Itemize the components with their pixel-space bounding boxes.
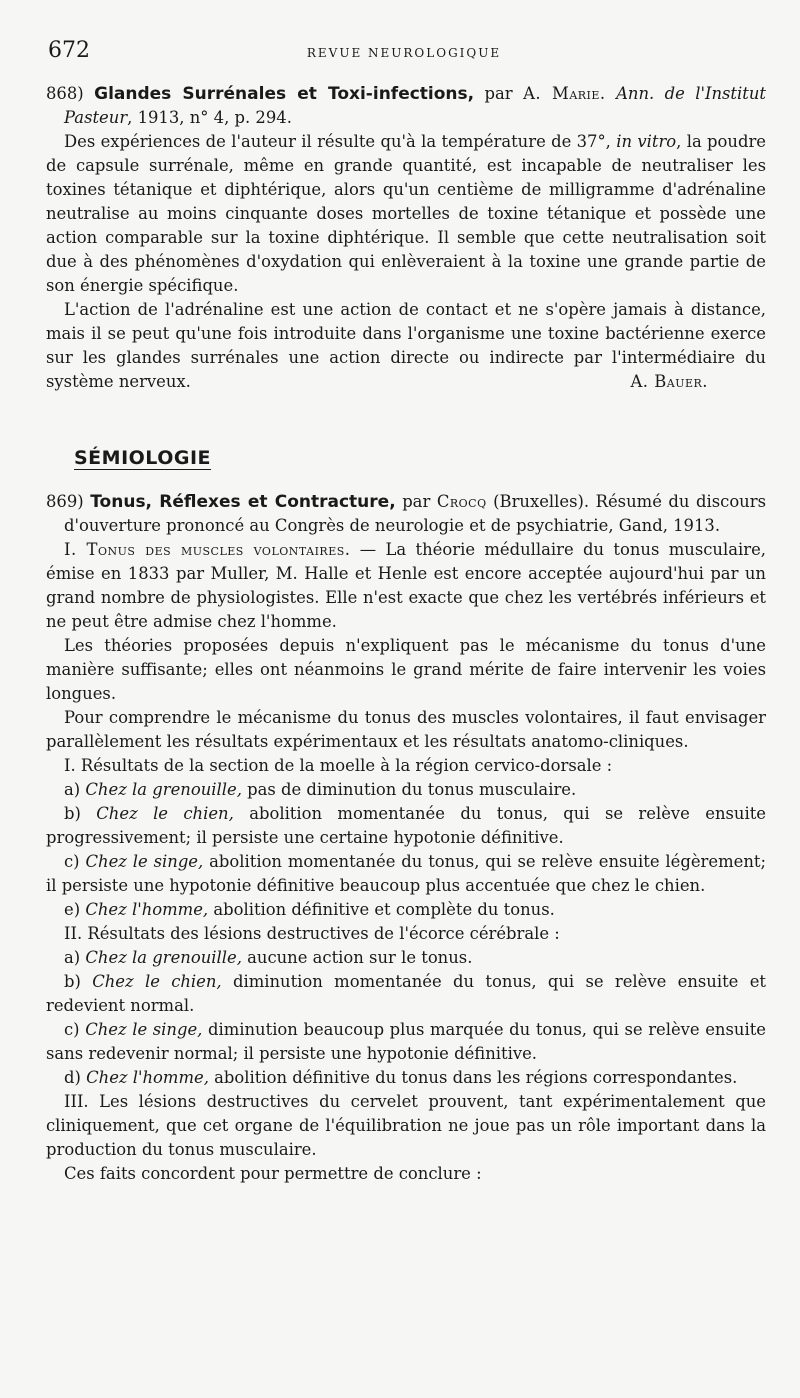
section-1-item-c: [46, 850, 766, 898]
italic-subject: Chez la grenouille,: [85, 948, 242, 967]
section-3-paragraph: III. Les lésions destructives du cervelet prouvent, tant expérimentalement que cliniquement, que cet organe de l'équilibration ne joue pas un rôle important dans la production du tonus musculaire.: [46, 1092, 766, 1159]
page-content: [46, 82, 766, 1186]
item-label: b): [64, 804, 81, 823]
item-label: c): [64, 852, 80, 871]
comprendre-paragraph: Pour comprendre le mécanisme du tonus des muscles volontaires, il faut envisager parallèlement les résultats expérimentaux et les résultats anatomo-cliniques.: [46, 708, 766, 751]
abstract-868-paragraph-1: [46, 130, 766, 298]
item-label: a): [64, 948, 81, 967]
abstract-source: (Bruxelles). Résumé du discours d'ouverture prononcé au Congrès de neurologie et de psychiatrie, Gand, 1913.: [64, 492, 766, 535]
item-text: abolition momentanée du tonus, qui se relève ensuite légèrement; il persiste une hypotonie définitive beaucoup plus accentuée que chez le chien.: [46, 852, 766, 895]
italic-subject: Chez la grenouille,: [85, 780, 242, 799]
item-label: a): [64, 780, 81, 799]
section-heading: SÉMIOLOGIE: [74, 447, 212, 469]
italic-subject: Chez l'homme,: [86, 1068, 209, 1087]
abstract-title: Glandes Surrénales et Toxi-infections,: [94, 84, 475, 104]
part-1-label: I. Tonus des muscles volontaires.: [64, 540, 351, 559]
section-1-item-e: [46, 898, 766, 922]
abstract-signature: A. Bauer.: [630, 372, 708, 391]
abstract-title: Tonus, Réflexes et Contracture,: [90, 492, 396, 512]
item-text: aucune action sur le tonus.: [241, 948, 473, 967]
italic-subject: Chez le chien,: [96, 804, 234, 823]
part-1-paragraph: [46, 538, 766, 634]
abstract-868-paragraph-2: [46, 298, 766, 394]
abstract-by: par: [484, 84, 513, 103]
paragraph-text: — La théorie médullaire du tonus musculaire, émise en 1833 par Muller, M. Halle et Henle est encore acceptée aujourd'hui par un grand nombre de physiologistes. Elle n'est exacte que chez les vertébrés inférieurs et ne peut être admise chez l'homme.: [46, 540, 766, 631]
section-1-item-b: [46, 802, 766, 850]
paragraph-text: L'action de l'adrénaline est une action de contact et ne s'opère jamais à distance, mais il se peut qu'une fois introduite dans l'organisme une toxine bactérienne exerce sur les glandes surrénales une action directe ou indirecte par l'intermédiaire du système nerveux.: [46, 300, 766, 391]
paragraph-text: , la poudre de capsule surrénale, même en grande quantité, est incapable de neutraliser les toxines tétanique et diphtérique, alors qu'un centième de milligramme d'adrénaline neutralise au moins cinquante doses mortelles de toxine tétanique et possède une action comparable sur la toxine diphtérique. Il semble que cette neutralisation soit due à des phénomènes d'oxydation qui enlèveraient à la toxine une grande partie de son énergie spécifique.: [46, 132, 766, 295]
section-2-item-b: [46, 970, 766, 1018]
conclusion-line: Ces faits concordent pour permettre de conclure :: [64, 1164, 482, 1183]
abstract-source-ref: , 1913, n° 4, p. 294.: [127, 108, 292, 127]
italic-subject: Chez l'homme,: [85, 900, 209, 919]
item-text: abolition momentanée du tonus, qui se relève ensuite progressivement; il persiste une certaine hypotonie définitive.: [46, 804, 766, 847]
abstract-868-heading: [46, 82, 766, 130]
abstract-number: 869): [46, 492, 84, 511]
abstract-869-heading: [46, 490, 766, 538]
abstract-author: Crocq: [436, 492, 487, 511]
section-1-item-a: [46, 778, 766, 802]
item-label: e): [64, 900, 81, 919]
italic-subject: Chez le chien,: [92, 972, 222, 991]
item-text: diminution beaucoup plus marquée du tonus, qui se relève ensuite sans redevenir normal; il persiste une hypotonie définitive.: [46, 1020, 766, 1063]
theories-paragraph: Les théories proposées depuis n'expliquent pas le mécanisme du tonus d'une manière suffisante; elles ont néanmoins le grand mérite de faire intervenir les voies longues.: [46, 636, 766, 703]
item-text: diminution momentanée du tonus, qui se relève ensuite et redevient normal.: [46, 972, 766, 1015]
italic-subject: Chez le singe,: [85, 852, 204, 871]
section-2-title: II. Résultats des lésions destructives de l'écorce cérébrale :: [64, 924, 560, 943]
item-label: b): [64, 972, 81, 991]
item-text: abolition définitive et complète du tonus.: [208, 900, 555, 919]
item-label: c): [64, 1020, 80, 1039]
italic-subject: Chez le singe,: [85, 1020, 203, 1039]
section-1-title: I. Résultats de la section de la moelle à la région cervico-dorsale :: [64, 756, 613, 775]
abstract-source-journal: Ann. de l'Institut Pasteur: [64, 84, 766, 127]
abstract-by: par: [402, 492, 431, 511]
item-text: pas de diminution du tonus musculaire.: [241, 780, 577, 799]
item-text: abolition définitive du tonus dans les régions correspondantes.: [208, 1068, 738, 1087]
paragraph-text: Des expériences de l'auteur il résulte qu'à la température de 37°,: [64, 132, 611, 151]
page-header: [48, 38, 760, 68]
running-head: REVUE NEUROLOGIQUE: [306, 46, 502, 60]
abstract-author: A. Marie.: [523, 84, 606, 103]
section-2-item-d: [46, 1066, 766, 1090]
italic-term: in vitro: [616, 132, 677, 151]
section-2-item-c: [46, 1018, 766, 1066]
item-label: d): [64, 1068, 81, 1087]
section-2-item-a: [46, 946, 766, 970]
page-number: 672: [48, 38, 90, 63]
abstract-number: 868): [46, 84, 84, 103]
